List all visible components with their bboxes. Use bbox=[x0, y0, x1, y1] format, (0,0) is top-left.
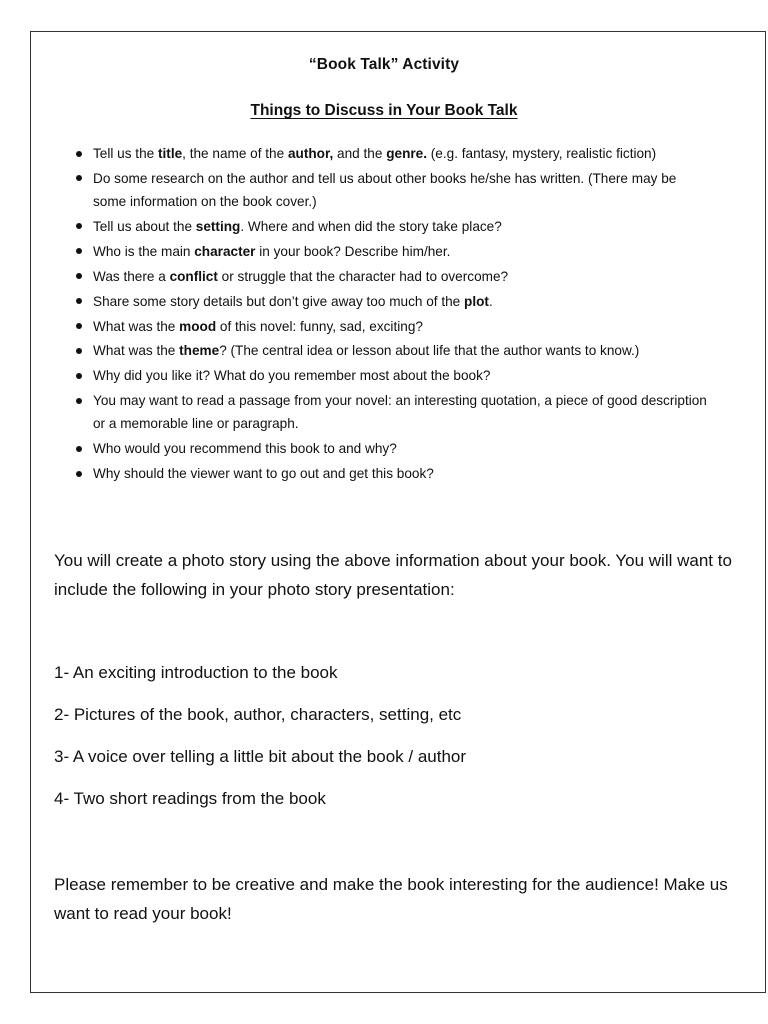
numbered-item-1: 1- An exciting introduction to the book bbox=[54, 663, 338, 682]
numbered-item-4: 4- Two short readings from the book bbox=[54, 789, 326, 808]
bullet-item bbox=[93, 241, 713, 264]
bullet-dot-icon bbox=[76, 348, 82, 354]
bullet-text: and the bbox=[333, 146, 387, 161]
bullet-text: or struggle that the character had to overcome? bbox=[217, 268, 509, 284]
bullet-item bbox=[93, 291, 713, 314]
bullet-dot-icon bbox=[76, 373, 82, 379]
bullet-item bbox=[93, 438, 713, 461]
bullet-item bbox=[93, 216, 713, 239]
bullet-text: . bbox=[488, 293, 493, 309]
bullet-keyword: theme bbox=[179, 343, 220, 359]
bullet-text: , the name of the bbox=[182, 146, 288, 161]
bullet-keyword: mood bbox=[179, 318, 217, 334]
bullet-dot-icon bbox=[76, 471, 82, 477]
bullet-text: Who would you recommend this book to and why? bbox=[93, 441, 397, 457]
bullet-text: Tell us about the bbox=[93, 218, 196, 234]
bullet-item bbox=[93, 143, 713, 166]
intro-paragraph: You will create a photo story using the above information about your book. You will want to include the following in your photo story presentation: bbox=[54, 551, 732, 599]
bullet-keyword: plot bbox=[464, 293, 489, 309]
bullet-text: Tell us the bbox=[93, 146, 158, 161]
bullet-text: Why should the viewer want to go out and get this book? bbox=[93, 466, 434, 482]
bullet-keyword: conflict bbox=[169, 268, 218, 284]
bullet-text: ? (The central idea or lesson about life that the author wants to know.) bbox=[219, 343, 640, 359]
document-title: “Book Talk” Activity bbox=[308, 56, 460, 73]
bullet-keyword: character bbox=[194, 243, 256, 259]
closing-paragraph: Please remember to be creative and make the book interesting for the audience! Make us want to read your book! bbox=[54, 875, 728, 923]
bullet-item bbox=[93, 168, 713, 213]
bullet-text: Who is the main bbox=[93, 243, 195, 259]
bullet-text: Do some research on the author and tell us about other books he/she has written. (There may be some information on the book cover.) bbox=[93, 170, 677, 209]
bullet-dot-icon bbox=[76, 323, 82, 329]
bullet-dot-icon bbox=[76, 398, 82, 404]
bullet-text: (e.g. fantasy, mystery, realistic fiction) bbox=[427, 146, 657, 161]
document-subtitle: Things to Discuss in Your Book Talk bbox=[250, 102, 518, 119]
bullet-dot-icon bbox=[76, 151, 82, 157]
bullet-dot-icon bbox=[76, 273, 82, 279]
bullet-item bbox=[93, 340, 713, 363]
bullet-text: What was the bbox=[93, 318, 180, 334]
bullet-text: Why did you like it? What do you remember most about the book? bbox=[93, 368, 491, 384]
bullet-text: of this novel: funny, sad, exciting? bbox=[216, 318, 423, 334]
bullet-keyword: author, bbox=[287, 146, 334, 161]
bullet-text: You may want to read a passage from your novel: an interesting quotation, a piece of good description or a memorable line or paragraph. bbox=[93, 393, 707, 432]
bullet-item bbox=[93, 316, 713, 339]
discussion-bullet-list bbox=[93, 143, 713, 488]
bullet-item bbox=[93, 390, 713, 435]
bullet-item bbox=[93, 365, 713, 388]
bullet-text: What was the bbox=[93, 343, 180, 359]
bullet-keyword: title bbox=[157, 146, 183, 161]
bullet-dot-icon bbox=[76, 446, 82, 452]
bullet-text: . Where and when did the story take place? bbox=[240, 218, 502, 234]
bullet-item bbox=[93, 266, 713, 289]
numbered-item-3: 3- A voice over telling a little bit about the book / author bbox=[54, 747, 467, 766]
bullet-keyword: setting bbox=[195, 218, 241, 234]
bullet-text: Was there a bbox=[93, 268, 170, 284]
bullet-text: Share some story details but don’t give away too much of the bbox=[93, 293, 465, 309]
bullet-keyword: genre. bbox=[386, 146, 427, 161]
numbered-item-2: 2- Pictures of the book, author, characters, setting, etc bbox=[54, 705, 462, 724]
bullet-dot-icon bbox=[76, 248, 82, 254]
bullet-text: in your book? Describe him/her. bbox=[255, 243, 451, 259]
bullet-item bbox=[93, 463, 713, 486]
bullet-dot-icon bbox=[76, 298, 82, 304]
